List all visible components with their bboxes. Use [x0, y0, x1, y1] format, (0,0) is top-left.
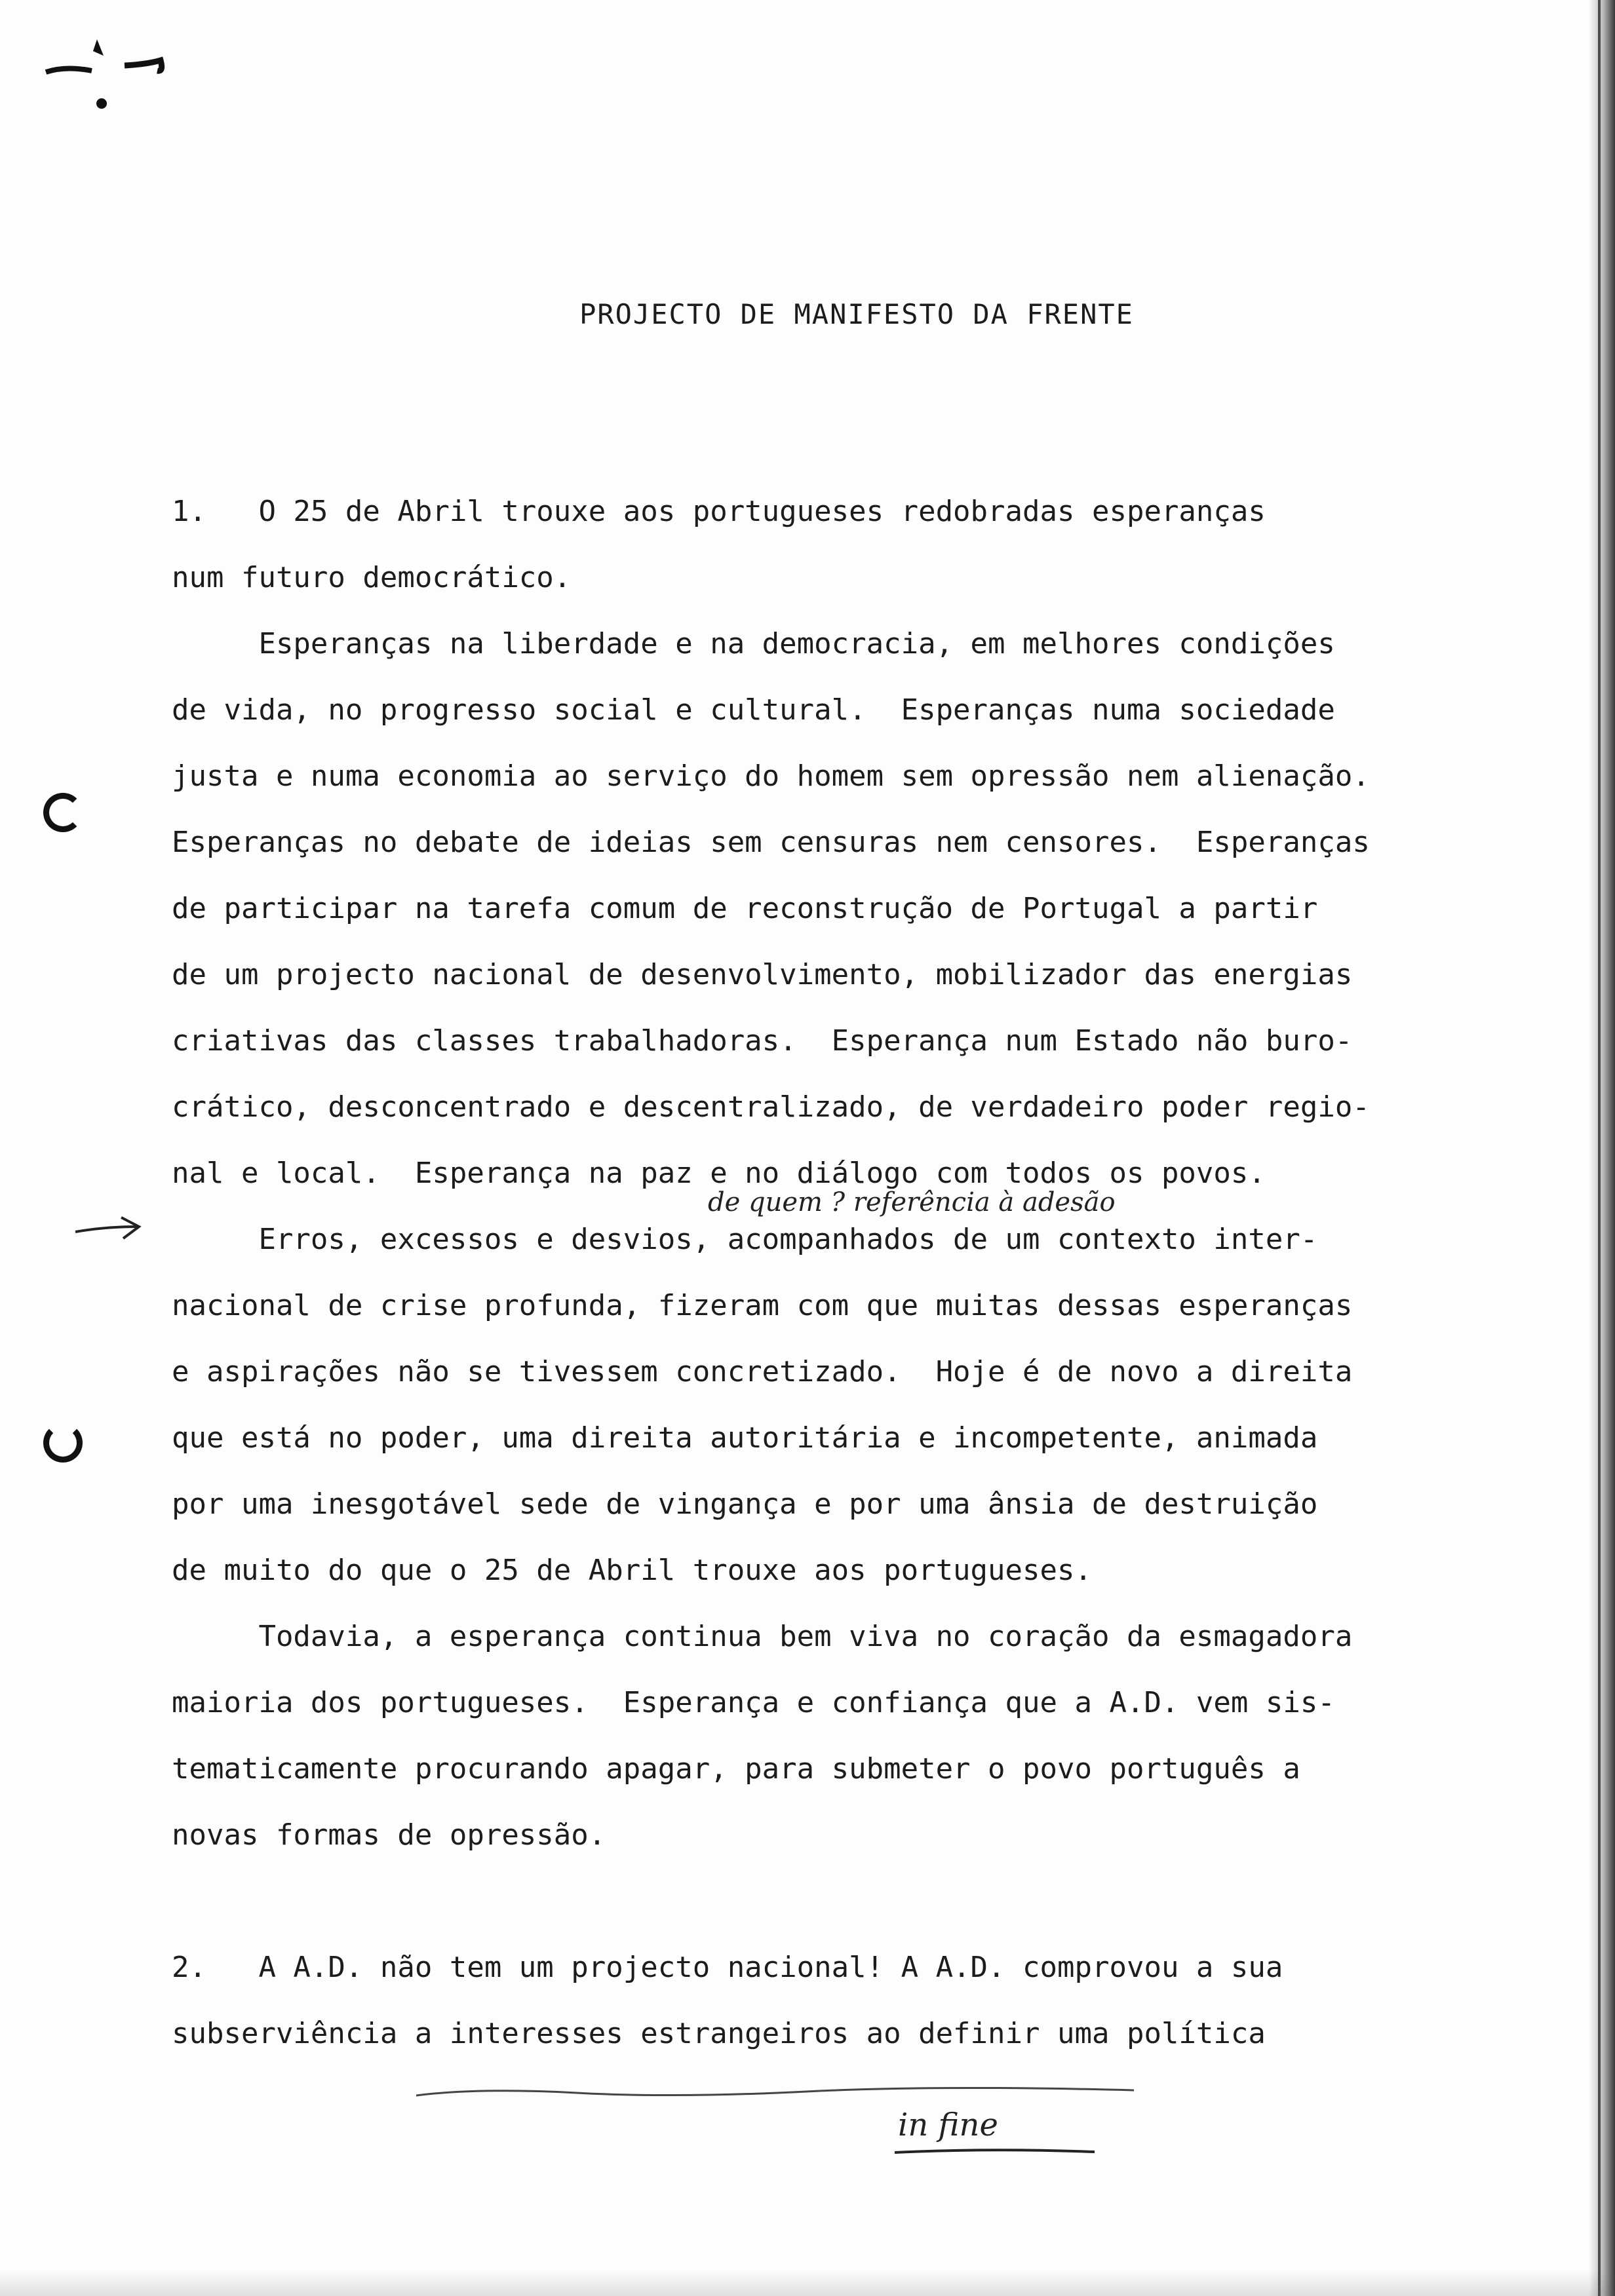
text-line: tematicamente procurando apagar, para submeter o povo português a: [172, 1752, 1300, 1786]
text-line: de um projecto nacional de desenvolvimento, mobilizador das energias: [172, 958, 1353, 991]
text-line: Esperanças na liberdade e na democracia, em melhores condições: [172, 627, 1335, 660]
handwritten-underline: [413, 2084, 1140, 2103]
text-line: novas formas de opressão.: [172, 1818, 606, 1852]
handwritten-underline: [891, 2143, 1101, 2162]
text-line: maioria dos portugueses. Esperança e confiança que a A.D. vem sis-: [172, 1686, 1335, 1719]
arrow-right-icon: [72, 1212, 144, 1245]
text-line: de muito do que o 25 de Abril trouxe aos portugueses.: [172, 1554, 1092, 1587]
text-line: nal e local. Esperança na paz e no diálogo com todos os povos.: [172, 1157, 1266, 1190]
text-line: criativas das classes trabalhadoras. Esperança num Estado não buro-: [172, 1024, 1353, 1058]
blank-line: [172, 1868, 1548, 1934]
punch-hole-top: [43, 793, 83, 832]
text-line: justa e numa economia ao serviço do homem sem opressão nem alienação.: [172, 759, 1370, 793]
punch-hole-bottom: [43, 1423, 83, 1463]
text-line: 2. A A.D. não tem um projecto nacional! A A.D. comprovou a sua: [172, 1951, 1283, 1984]
text-line: num futuro democrático.: [172, 561, 572, 594]
document-body: [172, 478, 1548, 2067]
text-line: Erros, excessos e desvios, acompanhados de um contexto inter-: [172, 1223, 1318, 1256]
text-line: de vida, no progresso social e cultural. Esperanças numa sociedade: [172, 693, 1335, 727]
scan-bottom-noise: [0, 2270, 1615, 2296]
scan-edge-line: [1598, 0, 1601, 2296]
handwritten-margin-note: de quem ? referência à adesão: [708, 1187, 1116, 1217]
text-line: por uma inesgotável sede de vingança e por uma ânsia de destruição: [172, 1487, 1318, 1521]
page-title: PROJECTO DE MANIFESTO DA FRENTE: [579, 298, 1134, 330]
text-line: que está no poder, uma direita autoritária e incompetente, animada: [172, 1421, 1318, 1455]
text-line: de participar na tarefa comum de reconstrução de Portugal a partir: [172, 892, 1318, 925]
text-line: subserviência a interesses estrangeiros ao definir uma política: [172, 2017, 1266, 2050]
text-line: Todavia, a esperança continua bem viva no coração da esmagadora: [172, 1620, 1353, 1653]
scan-edge-shadow: [1589, 0, 1615, 2296]
ink-mark-icon: [39, 26, 170, 124]
text-line: e aspirações não se tivessem concretizado. Hoje é de novo a direita: [172, 1355, 1353, 1388]
text-line: Esperanças no debate de ideias sem censuras nem censores. Esperanças: [172, 826, 1370, 859]
text-line: crático, desconcentrado e descentralizado, de verdadeiro poder regio-: [172, 1090, 1370, 1124]
handwritten-bottom-note: in fine: [898, 2107, 998, 2143]
text-line: nacional de crise profunda, fizeram com que muitas dessas esperanças: [172, 1289, 1353, 1322]
text-line: 1. O 25 de Abril trouxe aos portugueses redobradas esperanças: [172, 495, 1266, 528]
